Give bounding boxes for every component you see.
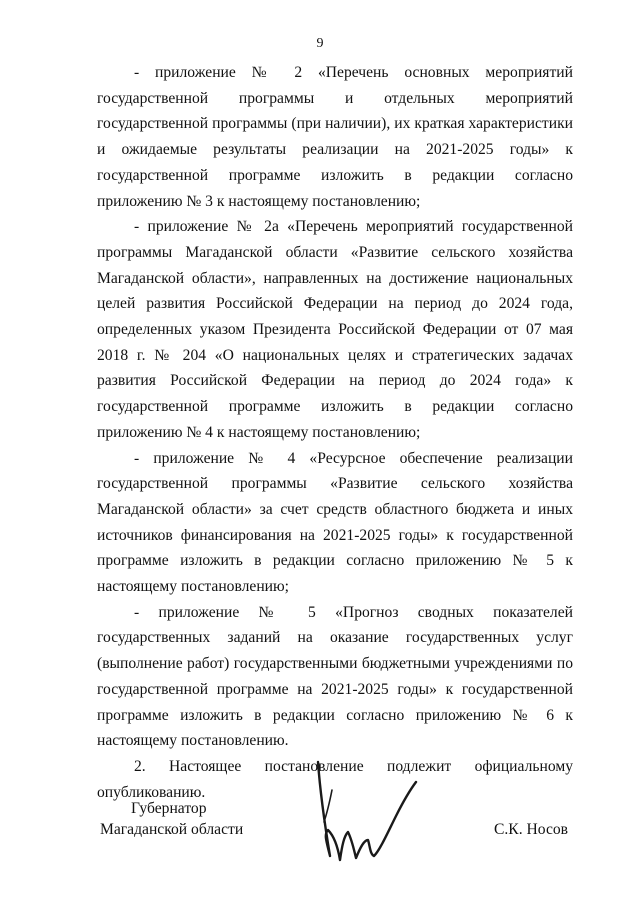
signatory-name: С.К. Носов — [494, 821, 569, 838]
paragraph-publication: 2. Настоящее постановление подлежит официальному опубликованию. — [97, 757, 573, 801]
document-body — [97, 60, 573, 805]
paragraph-appendix-4: - приложение № 4 «Ресурсное обеспечение реализации государственной программы «Развитие сельского хозяйства Магаданской области» за счет средств областного бюджета и иных источников финансирования на 2021-2025 годы» к государственной программе изложить в редакции согласно приложению № 5 к настоящему постановлению; — [97, 449, 573, 596]
page-number: 9 — [316, 36, 324, 51]
signatory-position-title: Губернатор — [131, 800, 207, 817]
handwritten-signature — [300, 760, 420, 870]
paragraph-appendix-2a: - приложение № 2а «Перечень мероприятий государственной программы Магаданской области «Развитие сельского хозяйства Магаданской области», направленных на достижение национальных целей развития Российской Федерации на период до 2024 года, определенных указом Президента Российской Федерации от 07 мая 2018 г. № 204 «О национальных целях и стратегических задачах развития Российской Федерации на период до 2024 года» к государственной программе изложить в редакции согласно приложению № 4 к настоящему постановлению; — [97, 218, 573, 441]
paragraph-appendix-5: - приложение № 5 «Прогноз сводных показателей государственных заданий на оказание государственных услуг (выполнение работ) государственными бюджетными учреждениями по государственной программе на 2021-2025 годы» к государственной программе изложить в редакции согласно приложению № 6 к настоящему постановлению. — [97, 603, 573, 750]
signatory-position-region: Магаданской области — [100, 821, 244, 838]
paragraph-appendix-2: - приложение № 2 «Перечень основных мероприятий государственной программы и отдельных мероприятий государственной программы (при наличии), их краткая характеристики и ожидаемые результаты реализации на 2021-2025 годы» к государственной программе изложить в редакции согласно приложению № 3 к настоящему постановлению; — [97, 64, 573, 210]
